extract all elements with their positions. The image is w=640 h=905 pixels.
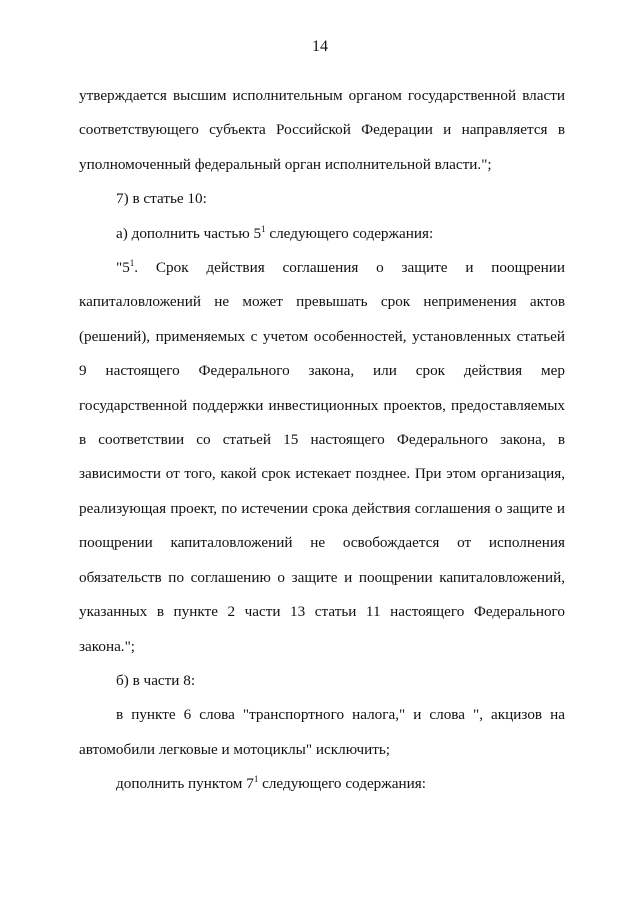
paragraph-add-point-text-tail: следующего содержания:	[258, 775, 426, 793]
paragraph-item-7: 7) в статье 10:	[116, 190, 207, 208]
paragraph-item-b: б) в части 8:	[116, 671, 196, 689]
paragraph-add-point-text: дополнить пунктом 7	[116, 775, 254, 793]
superscript: 1	[261, 223, 266, 234]
document-body	[79, 79, 565, 802]
paragraph-part-5-1	[79, 251, 565, 664]
paragraph-part-5-1-text: . Срок действия соглашения о защите и поощрении капиталовложений не может превышать срок неприменения актов (решений), применяемых с учетом особенностей, установленных статьей 9 настоящего Федерального закона, или срок действия мер государственной поддержки инвестиционных проектов, предоставляемых в соответствии со статьей 15 настоящего Федерального закона, в зависимости от того, какой срок истекает позднее. При этом организация, реализующая проект, по истечении срока действия соглашения о защите и поощрении капиталовложений не освобождается от исполнения обязательств по соглашению о защите и поощрении капиталовложений, указанных в пункте 2 части 13 статьи 11 настоящего Федерального закона.";	[79, 259, 565, 655]
paragraph-add-point	[79, 767, 565, 801]
paragraph-part-5-1-start: "5	[116, 259, 130, 277]
paragraph-continuation: утверждается высшим исполнительным органом государственной власти соответствующего субъекта Российской Федерации и направляется в уполномоченный федеральный орган исполнительной власти.";	[79, 87, 565, 173]
paragraph-point-6: в пункте 6 слова "транспортного налога," и слова ", акцизов на автомобили легковые и мотоциклы" исключить;	[79, 706, 565, 758]
paragraph-item-a	[79, 217, 565, 251]
paragraph-item-a-text: а) дополнить частью 5	[116, 224, 262, 242]
superscript: 1	[129, 257, 135, 268]
paragraph-item-a-text-tail: следующего содержания:	[265, 224, 434, 242]
page-number: 14	[312, 38, 328, 55]
superscript: 1	[253, 774, 259, 785]
